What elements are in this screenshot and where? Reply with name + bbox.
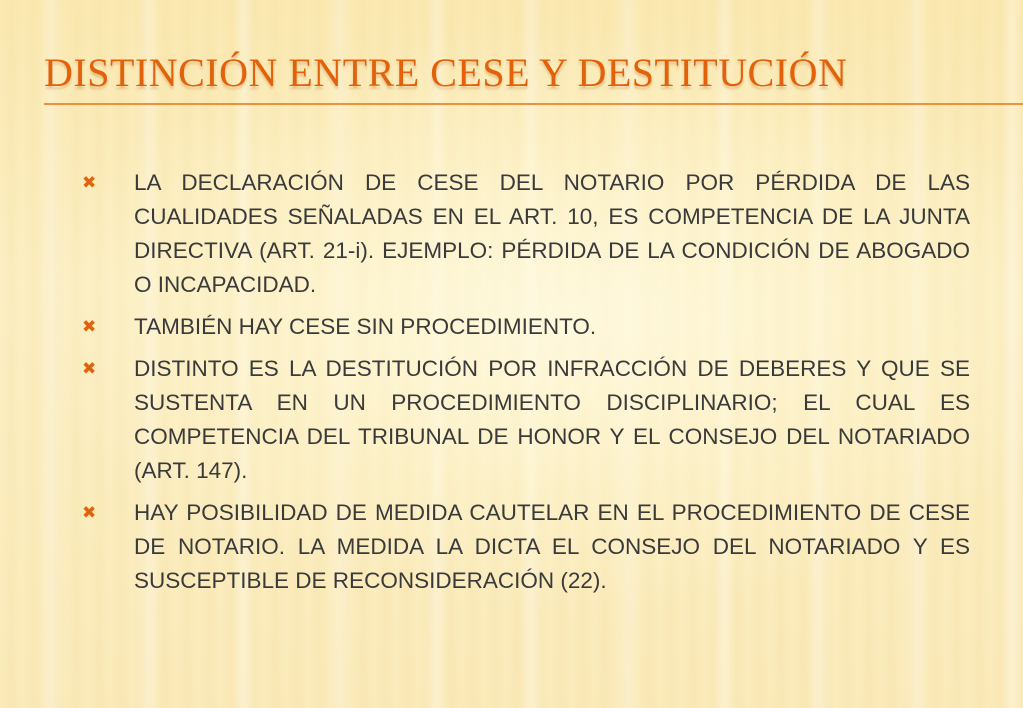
title-underline-divider: [44, 103, 1023, 105]
x-mark-icon: ✖: [82, 173, 97, 193]
bullet-list: [82, 166, 970, 606]
x-mark-icon: ✖: [82, 359, 97, 379]
list-item: [82, 496, 970, 598]
list-item: [82, 310, 970, 344]
list-item-text: LA DECLARACIÓN DE CESE DEL NOTARIO POR PÉRDIDA DE LAS CUALIDADES SEÑALADAS EN EL ART. 10, ES COMPETENCIA DE LA JUNTA DIRECTIVA (ART. 21-i). EJEMPLO: PÉRDIDA DE LA CONDICIÓN DE ABOGADO O INCAPACIDAD.: [134, 170, 970, 297]
slide-title: DISTINCIÓN ENTRE CESE Y DESTITUCIÓN: [44, 50, 848, 95]
list-item-text: HAY POSIBILIDAD DE MEDIDA CAUTELAR EN EL PROCEDIMIENTO DE CESE DE NOTARIO. LA MEDIDA LA DICTA EL CONSEJO DEL NOTARIADO Y ES SUSCEPTIBLE DE RECONSIDERACIÓN (22).: [134, 500, 970, 593]
x-mark-icon: ✖: [82, 317, 97, 337]
x-mark-icon: ✖: [82, 503, 97, 523]
list-item-text: DISTINTO ES LA DESTITUCIÓN POR INFRACCIÓN DE DEBERES Y QUE SE SUSTENTA EN UN PROCEDIMIENTO DISCIPLINARIO; EL CUAL ES COMPETENCIA DEL TRIBUNAL DE HONOR Y EL CONSEJO DEL NOTARIADO (ART. 147).: [134, 356, 970, 483]
list-item: [82, 352, 970, 488]
list-item-text: TAMBIÉN HAY CESE SIN PROCEDIMIENTO.: [134, 314, 597, 339]
list-item: [82, 166, 970, 302]
